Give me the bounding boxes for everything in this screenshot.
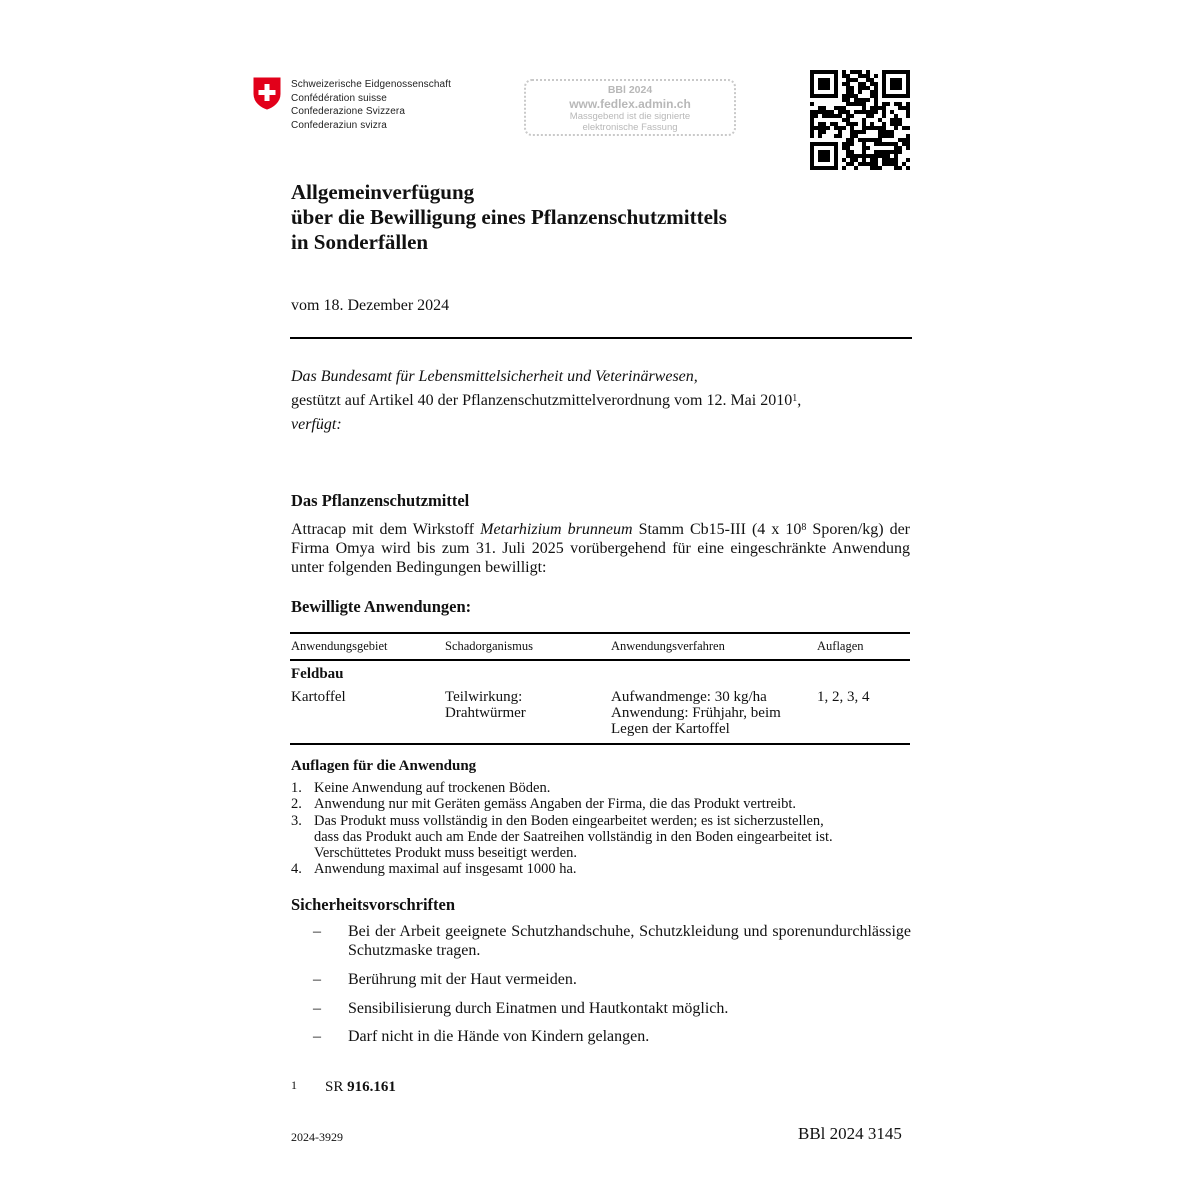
method-line-1: Aufwandmenge: 30 kg/ha — [611, 689, 767, 705]
footnote-prefix: SR — [325, 1079, 348, 1095]
table-cell-organism — [445, 689, 526, 721]
safety-item — [313, 1027, 911, 1046]
safety-item — [313, 970, 911, 989]
method-line-2: Anwendung: Frühjahr, beim — [611, 705, 781, 721]
product-text-2: Stamm Cb15-III (4 x 10 — [632, 521, 802, 538]
section-product-heading: Das Pflanzenschutzmittel — [291, 491, 470, 510]
page-reference: BBl 2024 3145 — [798, 1124, 902, 1143]
condition-line: Das Produkt muss vollständig in den Boden eingearbeitet werden; es ist sicherzustellen, — [314, 812, 824, 829]
stamp-line-2: www.fedlex.admin.ch — [569, 97, 691, 111]
confederation-line-it: Confederazione Svizzera — [291, 106, 406, 117]
product-exponent: 8 — [801, 522, 807, 533]
dash-bullet: – — [313, 1028, 321, 1045]
table-cell-method — [611, 689, 781, 737]
safety-text: Bei der Arbeit geeignete Schutzhandschuhe, Schutzkleidung und sporenundurchlässige Schutzmaske tragen. — [348, 923, 911, 959]
table-header-organism: Schadorganismus — [445, 639, 533, 653]
safety-text: Darf nicht in die Hände von Kindern gelangen. — [348, 1028, 650, 1045]
condition-number: 2. — [291, 796, 302, 813]
product-text-3: Sporen/kg) der Firma Omya wird bis zum 31. Juli 2025 vorübergehend für eine eingeschränkte Anwendung unter folgenden Bedingungen bewilligt: — [291, 521, 911, 576]
condition-number: 1. — [291, 780, 302, 796]
conditions-list — [291, 780, 911, 878]
table-header-conditions: Auflagen — [817, 639, 864, 653]
condition-item — [291, 796, 911, 812]
organism-line-2: Drahtwürmer — [445, 705, 526, 721]
title-divider — [290, 337, 912, 339]
stamp-line-1: BBl 2024 — [607, 84, 653, 96]
table-header-method: Anwendungsverfahren — [611, 639, 725, 653]
product-text-1: Attracap mit dem Wirkstoff — [291, 521, 481, 538]
condition-number: 4. — [291, 861, 302, 878]
condition-item — [291, 780, 911, 796]
document-number: 2024-3929 — [291, 1130, 343, 1144]
table-header-rule — [290, 659, 910, 661]
condition-line: Verschüttetes Produkt muss beseitigt werden. — [314, 845, 577, 862]
section-safety-heading: Sicherheitsvorschriften — [291, 895, 456, 914]
confederation-names — [291, 78, 451, 132]
section-conditions-heading: Auflagen für die Anwendung — [291, 758, 477, 774]
preamble-basis-end: , — [797, 392, 802, 409]
organism-line-1: Teilwirkung: — [445, 689, 523, 705]
dash-bullet: – — [313, 923, 321, 940]
swiss-coat-of-arms-icon — [253, 77, 281, 110]
footnote-number: 1 — [291, 1078, 297, 1092]
condition-item — [291, 813, 911, 862]
table-cell-area: Kartoffel — [291, 689, 346, 705]
section-uses-heading: Bewilligte Anwendungen: — [291, 597, 472, 616]
dash-bullet: – — [313, 971, 321, 988]
stamp-line-3: Massgebend ist die signierte — [569, 111, 691, 122]
section-product-text — [291, 520, 910, 577]
safety-item — [313, 999, 911, 1018]
qr-code-icon[interactable] — [810, 70, 910, 170]
confederation-line-rm: Confederaziun svizra — [291, 119, 387, 131]
footnote-text — [325, 1079, 396, 1096]
condition-line: Keine Anwendung auf trockenen Böden. — [314, 780, 551, 796]
product-active-substance: Metarhizium brunneum — [480, 521, 633, 538]
table-bottom-rule — [290, 743, 910, 745]
condition-item — [291, 861, 911, 877]
stamp-line-4: elektronische Fassung — [582, 122, 678, 133]
table-top-rule — [290, 632, 910, 634]
safety-text: Berührung mit der Haut vermeiden. — [348, 971, 577, 988]
footnote-ref[interactable]: 1 — [792, 393, 798, 404]
dash-bullet: – — [313, 1000, 321, 1017]
confederation-line-fr: Confédération suisse — [291, 92, 387, 104]
preamble — [291, 365, 801, 437]
document-date: vom 18. Dezember 2024 — [291, 297, 450, 314]
title-line-3: in Sonderfällen — [291, 230, 429, 254]
condition-line: dass das Produkt auch am Ende der Saatreihen vollständig in den Boden eingearbeitet ist. — [314, 828, 833, 845]
preamble-basis-text: gestützt auf Artikel 40 der Pflanzenschutzmittelverordnung vom 12. Mai 2010 — [291, 392, 793, 409]
title-line-1: Allgemeinverfügung — [291, 180, 475, 204]
table-group-feldbau: Feldbau — [291, 666, 344, 682]
method-line-3: Legen der Kartoffel — [611, 721, 730, 737]
condition-line: Anwendung maximal auf insgesamt 1000 ha. — [314, 861, 577, 878]
preamble-decrees: verfügt: — [291, 416, 342, 433]
condition-line: Anwendung nur mit Geräten gemäss Angaben der Firma, die das Produkt vertreibt. — [314, 796, 797, 813]
condition-number: 3. — [291, 812, 302, 829]
table-header-area: Anwendungsgebiet — [291, 639, 388, 653]
title-line-2: über die Bewilligung eines Pflanzenschutzmittels — [291, 205, 727, 229]
preamble-basis — [291, 389, 801, 413]
footnote-sr-link[interactable]: 916.161 — [347, 1079, 396, 1095]
confederation-line-de: Schweizerische Eidgenossenschaft — [291, 79, 451, 90]
preamble-authority: Das Bundesamt für Lebensmittelsicherheit und Veterinärwesen, — [291, 368, 698, 385]
table-cell-conditions: 1, 2, 3, 4 — [817, 689, 870, 705]
safety-text: Sensibilisierung durch Einatmen und Hautkontakt möglich. — [348, 1000, 729, 1017]
publication-stamp — [524, 79, 736, 136]
safety-item — [313, 922, 911, 960]
document-title — [291, 180, 727, 255]
